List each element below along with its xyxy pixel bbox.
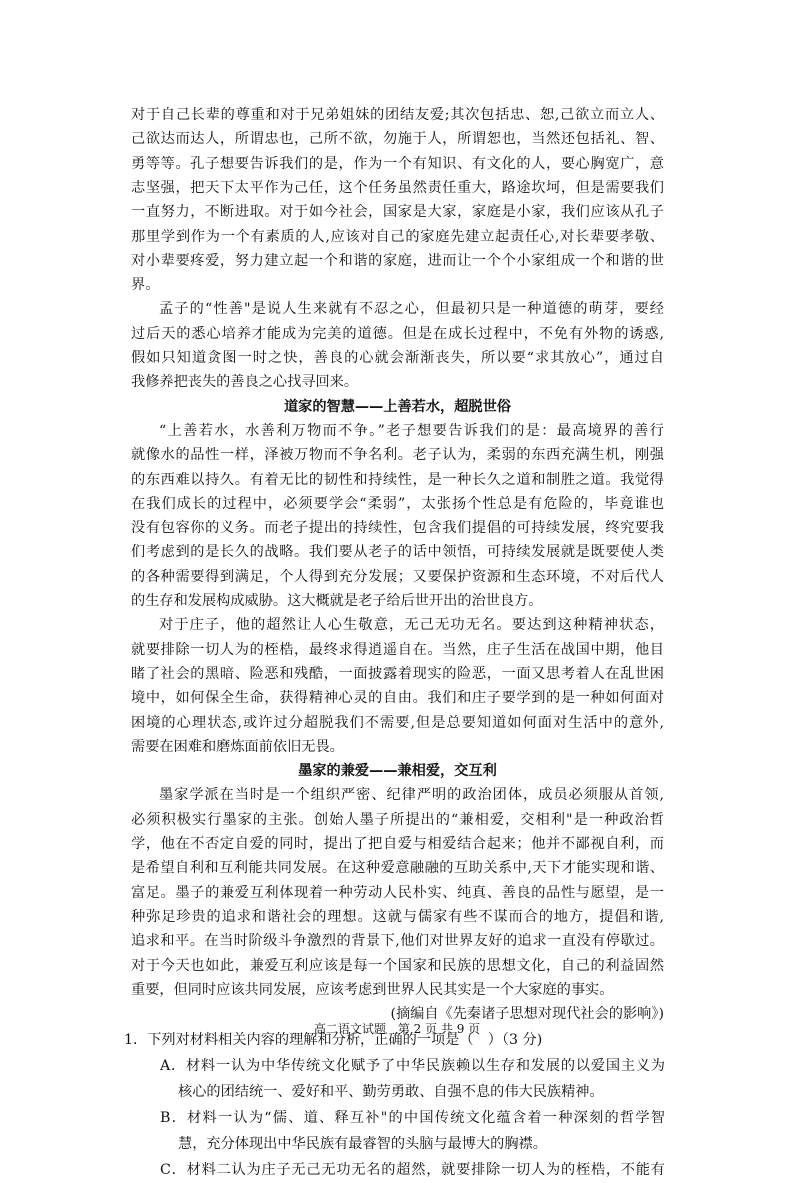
paragraph1-line: 对小辈要疼爱，努力建立起一个和谐的家庭，进而让一个个小家组成一个和谐的世: [131, 252, 664, 269]
paragraph2-line: 孟子的“性善"是说人生来就有不忍之心，但最初只是一种道德的萌芽，要经: [159, 301, 664, 318]
paragraph4-line: 对于庄子，他的超然让人心生敬意，无己无功无名。要达到这种精神状态，: [159, 617, 664, 634]
paragraph4-line: 困境的心理状态,或许过分超脱我们不需要,但是总要知道如何面对生活中的意外,: [131, 714, 664, 731]
page-footer: 高二语文试题 第 2 页 共 9 页: [313, 1022, 481, 1036]
paragraph4-line: 境中，如何保全生命，获得精神心灵的自由。我们和庄子要学到的是一种如何面对: [131, 690, 664, 707]
paragraph5-line: 种弥足珍贵的追求和谐社会的理想。这就与儒家有些不谋而合的地方，提倡和谐,: [131, 908, 664, 925]
paragraph3-line: 的各种需要得到满足，个人得到充分发展；又要保护资源和生态环境，不对后代人: [131, 568, 664, 585]
paragraph1-line: 那里学到作为一个有素质的人,应该对自己的家庭先建立起责任心,对长辈要孝敬、: [131, 228, 664, 245]
paragraph3-line: 就像水的品性一样，泽被万物而不争名利。老子认为，柔弱的东西充满生机，刚强: [131, 447, 664, 464]
paragraph1-line: 己欲达而达人，所谓忠也，己所不欲，勿施于人，所谓恕也，当然还包括礼、智、: [131, 131, 664, 148]
paragraph2-line: 我修养把丧失的善良之心找寻回来。: [131, 374, 359, 391]
paragraph2-line: 假如只知道贪图一时之快，善良的心就会渐渐丧失，所以要“求其放心”，通过自: [131, 350, 664, 366]
paragraph1-line: 一直努力，不断进取。对于如今社会，国家是大家，家庭是小家，我们应该从孔子: [131, 204, 664, 221]
section-heading-daoist: 道家的智慧——上善若水，超脱世俗: [283, 398, 511, 415]
paragraph5-line: 对于今天也如此，兼爱互利应该是每一个国家和民族的思想文化，自己的利益固然: [131, 957, 664, 974]
paragraph3-line: 在我们成长的过程中，必须要学会“柔弱”，太张扬个性总是有危险的，毕竟谁也: [131, 495, 664, 512]
question-option-line: 慧，充分体现出中华民族有最睿智的头脑与最博大的胸襟。: [178, 1136, 547, 1153]
paragraph5-line: 是希望自利和互利能共同发展。在这种爱意融融的互助关系中,天下才能实现和谐、: [131, 860, 664, 877]
paragraph3-line: 的东西难以持久。有着无比的韧性和持续性，是一种长久之道和制胜之道。我觉得: [131, 471, 664, 488]
paragraph3-line: 们考虑到的是长久的战略。我们要从老子的话中领悟，可持续发展就是既要使人类: [131, 544, 664, 561]
question-option-line: A．材料一认为中华传统文化赋予了中华民族赖以生存和发展的以爱国主义为: [160, 1058, 665, 1075]
paragraph4-line: 睹了社会的黑暗、险恶和残酷，一面披露着现实的险恶，一面又思考着人在乱世困: [131, 665, 664, 682]
paragraph3-line: 没有包容你的义务。而老子提出的持续性，包含我们提倡的可持续发展，终究要我: [131, 520, 664, 537]
question-option-line: B．材料一认为“儒、道、释互补"的中国传统文化蕴含着一种深刻的哲学智: [160, 1110, 665, 1127]
paragraph4-line: 就要排除一切人为的桎梏，最终求得逍遥自在。当然，庄子生活在战国中期，他目: [131, 641, 664, 658]
paragraph3-line: 的生存和发展构成威胁。这大概就是老子给后世开出的治世良方。: [131, 593, 543, 609]
question-stem: 1．下列对材料相关内容的理解和分析，正确的一项是（ ）（3 分): [124, 1032, 543, 1049]
paragraph5-line: 重要，但同时应该共同发展，应该考虑到世界人民其实是一个大家庭的事实。: [131, 981, 614, 998]
paragraph1-line: 勇等等。孔子想要告诉我们的是，作为一个有知识、有文化的人，要心胸宽广，意: [131, 155, 664, 172]
paragraph2-line: 过后天的悉心培养才能成为完美的道德。但是在成长过程中，不免有外物的诱惑,: [131, 325, 664, 342]
paragraph5-line: 学，他在不否定自爱的同时，提出了把自爱与相爱结合起来；他并不鄙视自利，而: [131, 836, 664, 852]
question-option-line: 核心的团结统一、爱好和平、勤劳勇敢、自强不息的伟大民族精神。: [178, 1084, 604, 1101]
question-option-line: C．材料二认为庄子无己无功无名的超然，就要排除一切人为的桎梏，不能有: [160, 1162, 665, 1179]
section-heading-mohist: 墨家的兼爱——兼相爱，交互利: [298, 763, 497, 780]
paragraph3-line: “上善若水，水善利万物而不争。”老子想要告诉我们的是：最高境界的善行: [159, 422, 664, 439]
paragraph1-line: 志坚强，把天下太平作为己任，这个任务虽然责任重大，路途坎坷，但是需要我们: [131, 179, 664, 196]
paragraph5-line: 追求和平。在当时阶级斗争激烈的背景下,他们对世界友好的追求一直没有停歇过。: [131, 933, 664, 950]
paragraph5-line: 富足。墨子的兼爱互利体现着一种劳动人民朴实、纯真、善良的品性与愿望，是一: [131, 884, 664, 901]
paragraph5-line: 必须积极实行墨家的主张。创始人墨子所提出的“兼相爱，交相利"是一种政治哲: [131, 811, 664, 828]
paragraph1-line: 对于自己长辈的尊重和对于兄弟姐妹的团结友爱;其次包括忠、恕,己欲立而立人、: [131, 107, 664, 123]
paragraph1-line: 界。: [131, 277, 160, 294]
paragraph5-line: 墨家学派在当时是一个组织严密、纪律严明的政治团体，成员必须服从首领,: [159, 787, 664, 804]
source-citation: (摘编自《先秦诸子思想对现代社会的影响》): [390, 1006, 664, 1023]
paragraph4-line: 需要在困难和磨炼面前依旧无畏。: [131, 738, 344, 755]
